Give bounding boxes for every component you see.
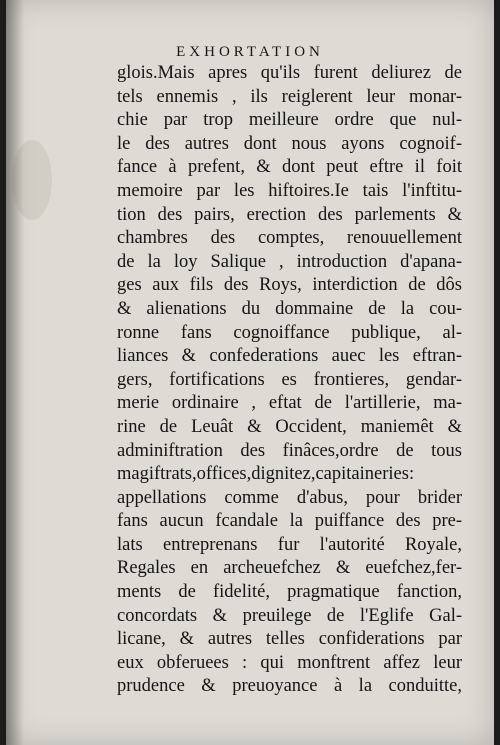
text-line: licane, & autres telles confiderations par [117, 629, 462, 650]
text-line: eux obferuees : qui monftrent affez leur [117, 652, 462, 673]
text-line: merie ordinaire , eftat de l'artillerie, ma- [117, 393, 462, 414]
text-line: tion des pairs, erection des parlements & [117, 204, 462, 225]
text-line: ronne fans cognoiffance publique, al- [117, 322, 462, 343]
text-line: chie par trop meilleure ordre que nul- [117, 110, 462, 131]
text-line: memoire par les hiftoires.Ie tais l'inftitu- [117, 180, 462, 201]
text-line: le des autres dont nous ayons cognoif- [117, 133, 462, 154]
text-line: fance à prefent, & dont peut eftre il foit [117, 157, 462, 178]
running-header: EXHORTATION [176, 44, 324, 60]
text-line: rine de Leuât & Occident, maniemêt & [117, 416, 462, 437]
text-line: gers, fortifications es frontieres, gendar- [117, 369, 462, 390]
text-line: magiftrats,offices,dignitez,capitaineries: [117, 464, 415, 485]
text-line: concordats & preuilege de l'Eglife Gal- [117, 605, 462, 626]
text-line: de la loy Salique , introduction d'apana- [117, 251, 462, 272]
page-gutter-shadow [6, 0, 24, 745]
text-line: ges aux fils des Roys, interdiction de dôs [117, 275, 462, 296]
text-line: Regales en archeuefchez & euefchez,fer- [117, 558, 462, 579]
text-line: chambres des comptes, renouuellement [117, 228, 462, 249]
text-line: fans aucun fcandale la puiffance des pre- [117, 511, 462, 532]
text-line: prudence & preuoyance à la conduitte, [117, 676, 462, 697]
text-line: & alienations du dommaine de la cou- [117, 298, 462, 319]
text-line: appellations comme d'abus, pour brider [117, 487, 462, 508]
paper-stain [12, 140, 52, 220]
text-line: glois.Mais apres qu'ils furent deliurez de [117, 63, 462, 83]
text-line: liances & confederations auec les eftran- [117, 346, 462, 367]
text-line: lats entreprenans fur l'autorité Royale, [117, 534, 462, 555]
body-text [117, 62, 462, 699]
text-line: adminiftration des finâces,ordre de tous [117, 440, 462, 461]
text-line: ments de fidelité, pragmatique fanction, [117, 582, 462, 603]
text-line: tels ennemis , ils reiglerent leur monar- [117, 86, 462, 107]
